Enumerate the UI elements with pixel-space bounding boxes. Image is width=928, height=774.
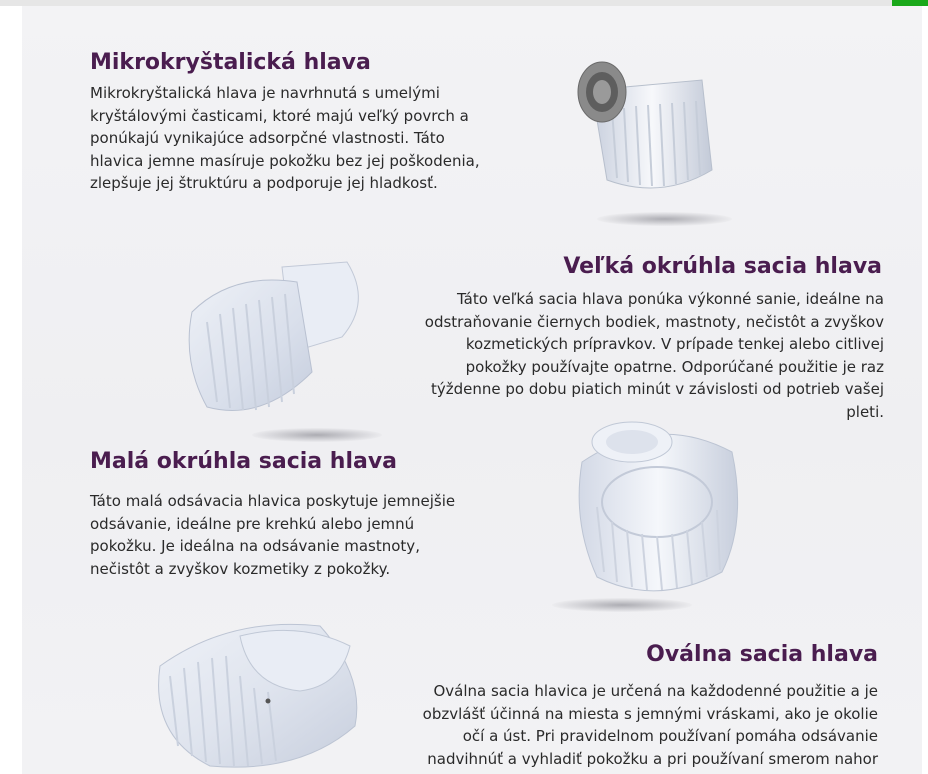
desc-line: pokožku. Je ideálna na odsávanie mastnoty,	[90, 537, 420, 555]
desc-line: Mikrokryštalická hlava je navrhnutá s umelými	[90, 84, 440, 102]
desc-line: Oválna sacia hlavica je určená na každodenné použitie a je	[433, 682, 878, 700]
desc-line: hlavica jemne masíruje pokožku bez jej poškodenia,	[90, 151, 480, 170]
product-shadow	[552, 598, 692, 612]
product-shadow	[597, 212, 732, 226]
desc-line: kryštálovými časticami, ktoré majú veľký povrch a	[90, 106, 469, 125]
desc-small-round	[90, 490, 560, 580]
desc-line: pokožky používajte opatrne. Odporúčané použitie je raz	[465, 357, 884, 376]
desc-line: Táto malá odsávacia hlavica poskytuje jemnejšie	[90, 492, 456, 510]
desc-microcrystal	[90, 82, 550, 195]
desc-line: očí a úst. Pri pravidelnom používaní pomáha odsávanie	[462, 727, 878, 745]
oval-head-icon	[150, 606, 380, 774]
heading-oval: Oválna sacia hlava	[646, 642, 878, 667]
desc-line: týždenne po dobu piatich minút v závislosti od potrieb vašej	[431, 380, 884, 398]
desc-line: odsávanie, ideálne pre krehkú alebo jemnú	[90, 514, 415, 533]
desc-line: odstraňovanie čiernych bodiek, mastnoty, nečistôt a zvyškov	[424, 312, 884, 331]
product-info-panel	[22, 6, 922, 774]
desc-large-round	[344, 288, 884, 423]
desc-line: ponúkajú vynikajúce adsorpčné vlastnosti. Táto	[90, 129, 445, 147]
desc-line: nečistôt a zvyškov kozmetiky z pokožky.	[90, 559, 391, 578]
heading-microcrystal: Mikrokryštalická hlava	[90, 50, 371, 75]
heading-large-round: Veľká okrúhla sacia hlava	[563, 254, 882, 279]
desc-line: obzvlášť účinná na miesta s jemnými vráskami, ako je okolie	[422, 704, 878, 723]
desc-oval	[358, 680, 878, 770]
product-shadow	[252, 428, 382, 442]
desc-line: nadvihnúť a vyhladiť pokožku a pri používaní smerom nahor	[427, 749, 878, 768]
desc-line: zlepšuje jej štruktúru a podporuje jej hladkosť.	[90, 174, 438, 192]
microcrystal-head-icon	[562, 50, 742, 210]
desc-line: pleti.	[846, 402, 884, 421]
heading-small-round: Malá okrúhla sacia hlava	[90, 449, 398, 474]
large-round-head-icon	[172, 242, 382, 432]
small-round-head-icon	[562, 412, 752, 602]
desc-line: Táto veľká sacia hlava ponúka výkonné sanie, ideálne na	[456, 290, 884, 308]
desc-line: kozmetických prípravkov. V prípade tenkej alebo citlivej	[465, 335, 884, 353]
